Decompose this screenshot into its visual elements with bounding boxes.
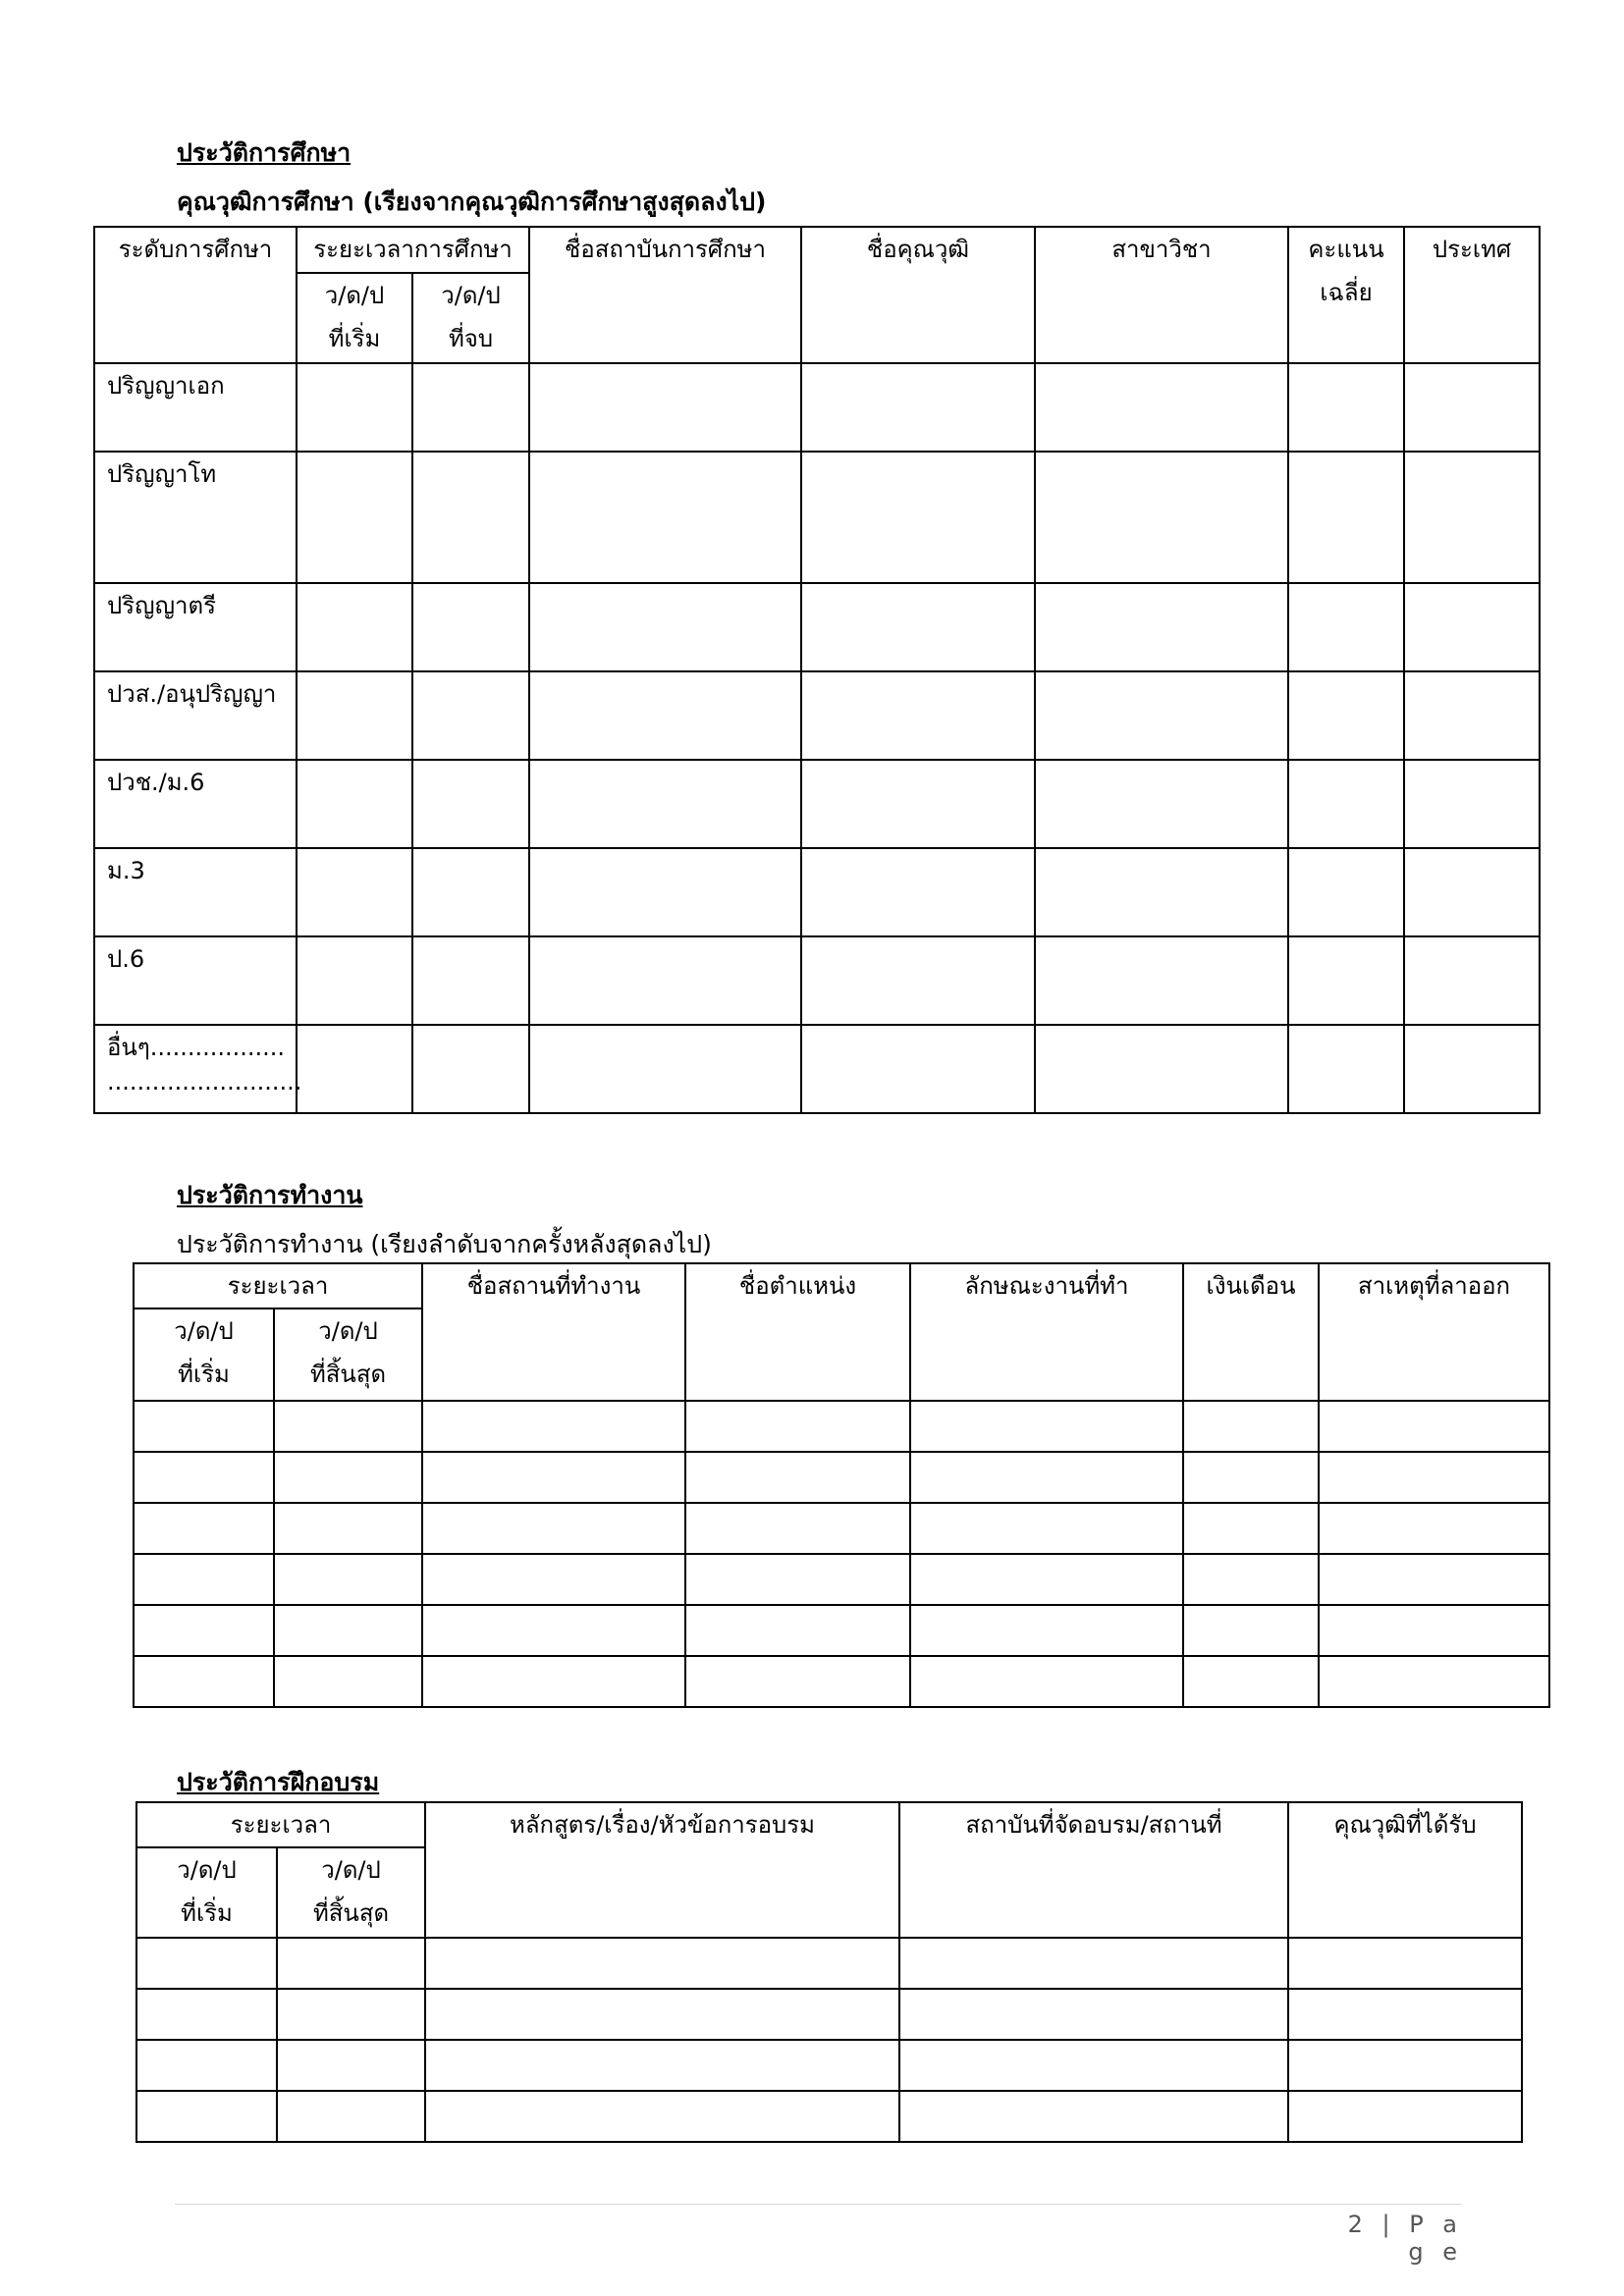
input-cell[interactable]	[529, 936, 801, 1025]
input-cell[interactable]	[1183, 1554, 1319, 1605]
work-header-position: ชื่อตำแหน่ง	[685, 1263, 910, 1401]
input-cell[interactable]	[1288, 1938, 1522, 1989]
input-cell[interactable]	[1288, 583, 1404, 671]
table-row	[136, 2091, 1522, 2142]
education-subheading: คุณวุฒิการศึกษา (เรียงจากคุณวุฒิการศึกษาสูงสุดลงไป)	[177, 187, 767, 216]
education-level-cell: ม.3	[94, 848, 297, 936]
input-cell[interactable]	[134, 1656, 274, 1707]
input-cell[interactable]	[277, 1938, 425, 1989]
table-row	[136, 1989, 1522, 2040]
input-cell[interactable]	[1288, 363, 1404, 452]
input-cell[interactable]	[297, 848, 412, 936]
input-cell[interactable]	[274, 1554, 422, 1605]
header-gpa-line1: คะแนน	[1308, 236, 1384, 263]
input-cell[interactable]	[910, 1605, 1183, 1656]
input-cell[interactable]	[1288, 1989, 1522, 2040]
input-cell[interactable]	[685, 1605, 910, 1656]
training-header-qualification: คุณวุฒิที่ได้รับ	[1288, 1802, 1522, 1938]
training-header-institute: สถาบันที่จัดอบรม/สถานที่	[899, 1802, 1288, 1938]
table-row	[94, 583, 1540, 671]
table-row	[94, 1025, 1540, 1113]
header-degree: ชื่อคุณวุฒิ	[801, 227, 1035, 363]
input-cell[interactable]	[1288, 936, 1404, 1025]
input-cell[interactable]	[910, 1452, 1183, 1503]
input-cell[interactable]	[910, 1554, 1183, 1605]
training-start-line2: ที่เริ่ม	[181, 1899, 233, 1927]
input-cell[interactable]	[1404, 936, 1540, 1025]
input-cell[interactable]	[297, 583, 412, 671]
table-row	[134, 1554, 1549, 1605]
input-cell[interactable]	[899, 2040, 1288, 2091]
work-header-period: ระยะเวลา	[134, 1263, 422, 1308]
input-cell[interactable]	[1404, 583, 1540, 671]
work-table	[133, 1262, 1550, 1708]
input-cell[interactable]	[685, 1452, 910, 1503]
input-cell[interactable]	[274, 1656, 422, 1707]
input-cell[interactable]	[685, 1401, 910, 1452]
input-cell[interactable]	[277, 2040, 425, 2091]
header-end-line2: ที่จบ	[448, 325, 494, 352]
work-end-line2: ที่สิ้นสุด	[309, 1361, 387, 1388]
input-cell[interactable]	[422, 1401, 685, 1452]
input-cell[interactable]	[422, 1452, 685, 1503]
input-cell[interactable]	[1319, 1656, 1549, 1707]
input-cell[interactable]	[1288, 2040, 1522, 2091]
input-cell[interactable]	[899, 2091, 1288, 2142]
page-number: 2 | P a g e	[1347, 2211, 1463, 2266]
input-cell[interactable]	[1319, 1503, 1549, 1554]
input-cell[interactable]	[529, 848, 801, 936]
education-level-cell: ปริญญาตรี	[94, 583, 297, 671]
input-cell[interactable]	[529, 452, 801, 583]
input-cell[interactable]	[529, 583, 801, 671]
input-cell[interactable]	[274, 1452, 422, 1503]
input-cell[interactable]	[1035, 848, 1288, 936]
input-cell[interactable]	[412, 848, 529, 936]
header-level: ระดับการศึกษา	[94, 227, 297, 363]
input-cell[interactable]	[910, 1401, 1183, 1452]
input-cell[interactable]	[1404, 452, 1540, 583]
work-header-workplace: ชื่อสถานที่ทำงาน	[422, 1263, 685, 1401]
input-cell[interactable]	[529, 671, 801, 760]
input-cell[interactable]	[1288, 760, 1404, 848]
input-cell[interactable]	[134, 1401, 274, 1452]
input-cell[interactable]	[910, 1503, 1183, 1554]
input-cell[interactable]	[1183, 1605, 1319, 1656]
input-cell[interactable]	[1183, 1503, 1319, 1554]
input-cell[interactable]	[899, 1938, 1288, 1989]
input-cell[interactable]	[1404, 1025, 1540, 1113]
training-table	[135, 1801, 1523, 2143]
input-cell[interactable]	[297, 452, 412, 583]
input-cell[interactable]	[297, 936, 412, 1025]
header-major: สาขาวิชา	[1035, 227, 1288, 363]
header-start-date	[297, 273, 412, 363]
training-header-course: หลักสูตร/เรื่อง/หัวข้อการอบรม	[425, 1802, 899, 1938]
input-cell[interactable]	[910, 1656, 1183, 1707]
table-row	[94, 671, 1540, 760]
input-cell[interactable]	[1288, 848, 1404, 936]
input-cell[interactable]	[412, 363, 529, 452]
header-institution: ชื่อสถาบันการศึกษา	[529, 227, 801, 363]
training-start-line1: ว/ด/ป	[177, 1856, 237, 1884]
work-header-reason: สาเหตุที่ลาออก	[1319, 1263, 1549, 1401]
input-cell[interactable]	[1035, 452, 1288, 583]
input-cell[interactable]	[277, 2091, 425, 2142]
input-cell[interactable]	[425, 1989, 899, 2040]
input-cell[interactable]	[412, 583, 529, 671]
input-cell[interactable]	[1183, 1452, 1319, 1503]
input-cell[interactable]	[297, 1025, 412, 1113]
input-cell[interactable]	[1035, 936, 1288, 1025]
input-cell[interactable]	[529, 760, 801, 848]
input-cell[interactable]	[1319, 1605, 1549, 1656]
work-header-salary: เงินเดือน	[1183, 1263, 1319, 1401]
input-cell[interactable]	[422, 1605, 685, 1656]
education-level-cell	[94, 1025, 302, 1113]
input-cell[interactable]	[412, 936, 529, 1025]
input-cell[interactable]	[1404, 363, 1540, 452]
work-start-line1: ว/ด/ป	[174, 1317, 234, 1345]
work-subheading: ประวัติการทำงาน (เรียงลำดับจากครั้งหลังสุดลงไป)	[177, 1230, 712, 1258]
work-start-line2: ที่เริ่ม	[178, 1361, 230, 1388]
input-cell[interactable]	[1035, 363, 1288, 452]
input-cell[interactable]	[412, 671, 529, 760]
table-row	[94, 363, 1540, 452]
table-row	[94, 760, 1540, 848]
input-cell[interactable]	[425, 1938, 899, 1989]
table-row	[136, 2040, 1522, 2091]
input-cell[interactable]	[1319, 1401, 1549, 1452]
input-cell[interactable]	[1319, 1452, 1549, 1503]
table-row	[134, 1401, 1549, 1452]
table-row	[94, 936, 1540, 1025]
input-cell[interactable]	[1288, 671, 1404, 760]
input-cell[interactable]	[801, 363, 1035, 452]
training-heading: ประวัติการฝึกอบรม	[177, 1768, 380, 1796]
input-cell[interactable]	[425, 2040, 899, 2091]
input-cell[interactable]	[136, 1938, 277, 1989]
header-study-period: ระยะเวลาการศึกษา	[297, 227, 529, 273]
input-cell[interactable]	[422, 1503, 685, 1554]
table-row	[134, 1503, 1549, 1554]
work-header-start	[134, 1308, 274, 1401]
input-cell[interactable]	[412, 760, 529, 848]
table-row	[134, 1452, 1549, 1503]
work-end-line1: ว/ด/ป	[318, 1317, 378, 1345]
input-cell[interactable]	[412, 452, 529, 583]
input-cell[interactable]	[274, 1503, 422, 1554]
input-cell[interactable]	[1288, 1025, 1404, 1113]
input-cell[interactable]	[1404, 760, 1540, 848]
input-cell[interactable]	[801, 583, 1035, 671]
training-header-end	[277, 1847, 425, 1938]
input-cell[interactable]	[297, 760, 412, 848]
education-level-cell: ปริญญาเอก	[94, 363, 297, 452]
table-row	[94, 452, 1540, 583]
input-cell[interactable]	[685, 1554, 910, 1605]
table-row	[134, 1656, 1549, 1707]
input-cell[interactable]	[1404, 671, 1540, 760]
input-cell[interactable]	[134, 1605, 274, 1656]
footer-divider	[175, 2204, 1461, 2205]
work-header-job-type: ลักษณะงานที่ทำ	[910, 1263, 1183, 1401]
input-cell[interactable]	[685, 1656, 910, 1707]
input-cell[interactable]	[529, 363, 801, 452]
input-cell[interactable]	[274, 1605, 422, 1656]
input-cell[interactable]	[1183, 1656, 1319, 1707]
input-cell[interactable]	[422, 1554, 685, 1605]
input-cell[interactable]	[1035, 671, 1288, 760]
education-table	[93, 226, 1541, 1114]
input-cell[interactable]	[529, 1025, 801, 1113]
input-cell[interactable]	[412, 1025, 529, 1113]
input-cell[interactable]	[1035, 583, 1288, 671]
input-cell[interactable]	[801, 1025, 1035, 1113]
input-cell[interactable]	[136, 1989, 277, 2040]
input-cell[interactable]	[1035, 760, 1288, 848]
header-gpa	[1288, 227, 1404, 363]
work-heading: ประวัติการทำงาน	[177, 1181, 363, 1209]
input-cell[interactable]	[899, 1989, 1288, 2040]
input-cell[interactable]	[134, 1452, 274, 1503]
input-cell[interactable]	[1288, 452, 1404, 583]
education-level-cell: ป.6	[94, 936, 297, 1025]
education-level-cell: ปวส./อนุปริญญา	[94, 671, 297, 760]
input-cell[interactable]	[801, 848, 1035, 936]
training-header-period: ระยะเวลา	[136, 1802, 425, 1847]
input-cell[interactable]	[801, 671, 1035, 760]
input-cell[interactable]	[1319, 1554, 1549, 1605]
input-cell[interactable]	[801, 452, 1035, 583]
education-level-cell: ปวช./ม.6	[94, 760, 297, 848]
input-cell[interactable]	[422, 1656, 685, 1707]
input-cell[interactable]	[297, 671, 412, 760]
work-header-end	[274, 1308, 422, 1401]
input-cell[interactable]	[425, 2091, 899, 2142]
input-cell[interactable]	[801, 936, 1035, 1025]
input-cell[interactable]	[801, 760, 1035, 848]
input-cell[interactable]	[1404, 848, 1540, 936]
input-cell[interactable]	[1035, 1025, 1288, 1113]
input-cell[interactable]	[274, 1401, 422, 1452]
education-level-cell: ปริญญาโท	[94, 452, 297, 583]
input-cell[interactable]	[297, 363, 412, 452]
input-cell[interactable]	[134, 1503, 274, 1554]
input-cell[interactable]	[136, 2091, 277, 2142]
training-end-line2: ที่สิ้นสุด	[312, 1899, 390, 1927]
education-heading: ประวัติการศึกษา	[177, 138, 352, 167]
header-country: ประเทศ	[1404, 227, 1540, 363]
input-cell[interactable]	[1288, 2091, 1522, 2142]
input-cell[interactable]	[136, 2040, 277, 2091]
header-gpa-line2: เฉลี่ย	[1320, 279, 1373, 306]
other-level-line1: อื่นๆ..................	[107, 1034, 286, 1061]
table-row	[134, 1605, 1549, 1656]
header-end-line1: ว/ด/ป	[441, 282, 501, 309]
header-start-line1: ว/ด/ป	[324, 282, 385, 309]
header-end-date	[412, 273, 529, 363]
input-cell[interactable]	[277, 1989, 425, 2040]
training-header-start	[136, 1847, 277, 1938]
table-row	[136, 1938, 1522, 1989]
other-level-line2: ..........................	[107, 1068, 302, 1095]
input-cell[interactable]	[685, 1503, 910, 1554]
table-row	[94, 848, 1540, 936]
input-cell[interactable]	[134, 1554, 274, 1605]
input-cell[interactable]	[1183, 1401, 1319, 1452]
training-end-line1: ว/ด/ป	[321, 1856, 381, 1884]
header-start-line2: ที่เริ่ม	[328, 325, 381, 352]
